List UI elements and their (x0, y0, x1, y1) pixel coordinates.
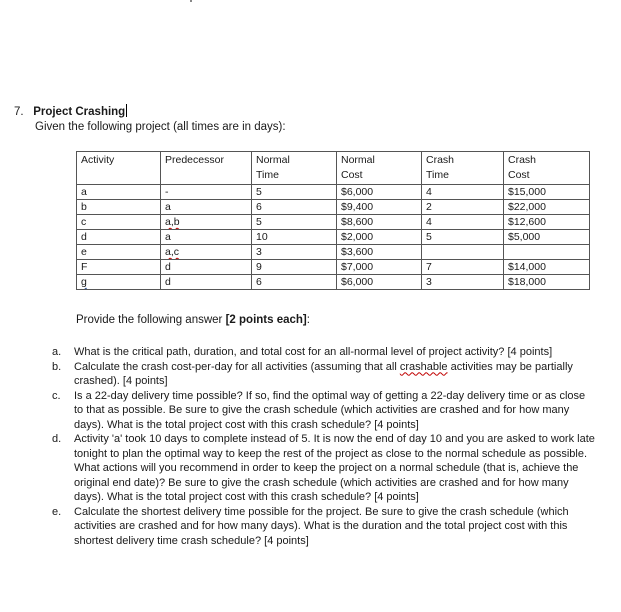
cell-normal-cost: $3,600 (337, 245, 422, 260)
list-item: e. Calculate the shortest delivery time possible for the project. Be sure to give the crash schedule (which activities are crashed and for how many days). What is the duration and the total project cost with this shortest delivery time crash schedule? [4 points] (52, 505, 569, 547)
cell-normal-cost: $6,000 (337, 185, 422, 200)
list-marker: b. (52, 360, 62, 373)
cell-crash-cost (504, 245, 590, 260)
question-list (52, 345, 597, 548)
cell-normal-cost: $6,000 (337, 275, 422, 290)
table-row (77, 215, 590, 230)
cell-predecessor: a,c (161, 245, 252, 260)
cell-crash-time (422, 245, 504, 260)
col-header-activity: Activity (77, 152, 161, 185)
cell-crash-cost: $22,000 (504, 200, 590, 215)
cell-predecessor: d (161, 275, 252, 290)
cell-normal-time: 5 (252, 185, 337, 200)
col-header-normal-cost: Normal Cost (337, 152, 422, 185)
cell-normal-time: 10 (252, 230, 337, 245)
question-intro: Given the following project (all times are in days): (35, 121, 286, 133)
table-row (77, 245, 590, 260)
list-item: a. What is the critical path, duration, and total cost for an all-normal level of project activity? [4 points] (52, 346, 553, 358)
cell-activity: b (77, 200, 161, 215)
cell-crash-time: 2 (422, 200, 504, 215)
list-item: c. Is a 22-day delivery time possible? If so, find the optimal way of getting a 22-day delivery time or as close to that as possible. Be sure to give the crash schedule (which activities are crashed and for how many days). What is the total project cost with this crash schedule? [4 points] (52, 389, 586, 431)
cell-normal-time: 6 (252, 275, 337, 290)
cell-crash-cost: $14,000 (504, 260, 590, 275)
cell-normal-cost: $2,000 (337, 230, 422, 245)
col-header-crash-time: Crash Time (422, 152, 504, 185)
cell-crash-time: 3 (422, 275, 504, 290)
col-header-predecessor: Predecessor (161, 152, 252, 185)
table-row (77, 230, 590, 245)
cell-predecessor: - (161, 185, 252, 200)
question-title: Project Crashing (33, 106, 126, 118)
table-header-row (77, 152, 590, 185)
answer-instructions: Provide the following answer [2 points each]: (76, 314, 310, 326)
cell-normal-cost: $8,600 (337, 215, 422, 230)
spelling-flag: crashable (399, 360, 448, 373)
cell-crash-time: 5 (422, 230, 504, 245)
table-row (77, 260, 590, 275)
cell-activity: c (77, 215, 161, 230)
col-header-normal-time: Normal Time (252, 152, 337, 185)
cell-predecessor: a (161, 230, 252, 245)
cell-activity: F (77, 260, 161, 275)
cell-normal-time: 6 (252, 200, 337, 215)
cell-crash-cost: $15,000 (504, 185, 590, 200)
list-marker: e. (52, 505, 62, 518)
list-marker: a. (52, 346, 62, 358)
table-row (77, 200, 590, 215)
question-number: 7. (14, 106, 24, 118)
cell-crash-time: 4 (422, 185, 504, 200)
col-header-crash-cost: Crash Cost (504, 152, 590, 185)
table-row (77, 275, 590, 290)
cell-normal-time: 5 (252, 215, 337, 230)
cell-normal-cost: $9,400 (337, 200, 422, 215)
list-item: d. Activity 'a' took 10 days to complete instead of 5. It is now the end of day 10 and you are asked to work late tonight to plan the optimal way to keep the rest of the project as close to the normal schedule as possible. What actions will you recommend in order to keep the project on a normal schedule (that is, achieve the original end date)? Be sure to give the crash schedule (which activities are crashed and for how many days). What is the total project cost with this crash schedule? [4 points] (52, 433, 595, 503)
cell-activity: d (77, 230, 161, 245)
list-item: b. Calculate the crash cost-per-day for all activities (assuming that all crashable activities may be partially crashed). [4 points] (52, 360, 573, 387)
cell-crash-cost: $18,000 (504, 275, 590, 290)
cell-crash-cost: $5,000 (504, 230, 590, 245)
stray-dot (190, 0, 192, 2)
cell-predecessor: d (161, 260, 252, 275)
cell-activity: g (77, 275, 161, 290)
cell-activity: a (77, 185, 161, 200)
cell-normal-time: 3 (252, 245, 337, 260)
cell-predecessor: a (161, 200, 252, 215)
cell-crash-cost: $12,600 (504, 215, 590, 230)
list-marker: c. (52, 389, 61, 402)
project-table (76, 151, 590, 290)
cell-normal-time: 9 (252, 260, 337, 275)
cell-activity: e (77, 245, 161, 260)
cell-crash-time: 7 (422, 260, 504, 275)
cell-normal-cost: $7,000 (337, 260, 422, 275)
text-cursor (126, 104, 127, 117)
table-row (77, 185, 590, 200)
question-heading[interactable] (14, 104, 127, 118)
list-marker: d. (52, 433, 62, 445)
cell-predecessor: a,b (161, 215, 252, 230)
cell-crash-time: 4 (422, 215, 504, 230)
